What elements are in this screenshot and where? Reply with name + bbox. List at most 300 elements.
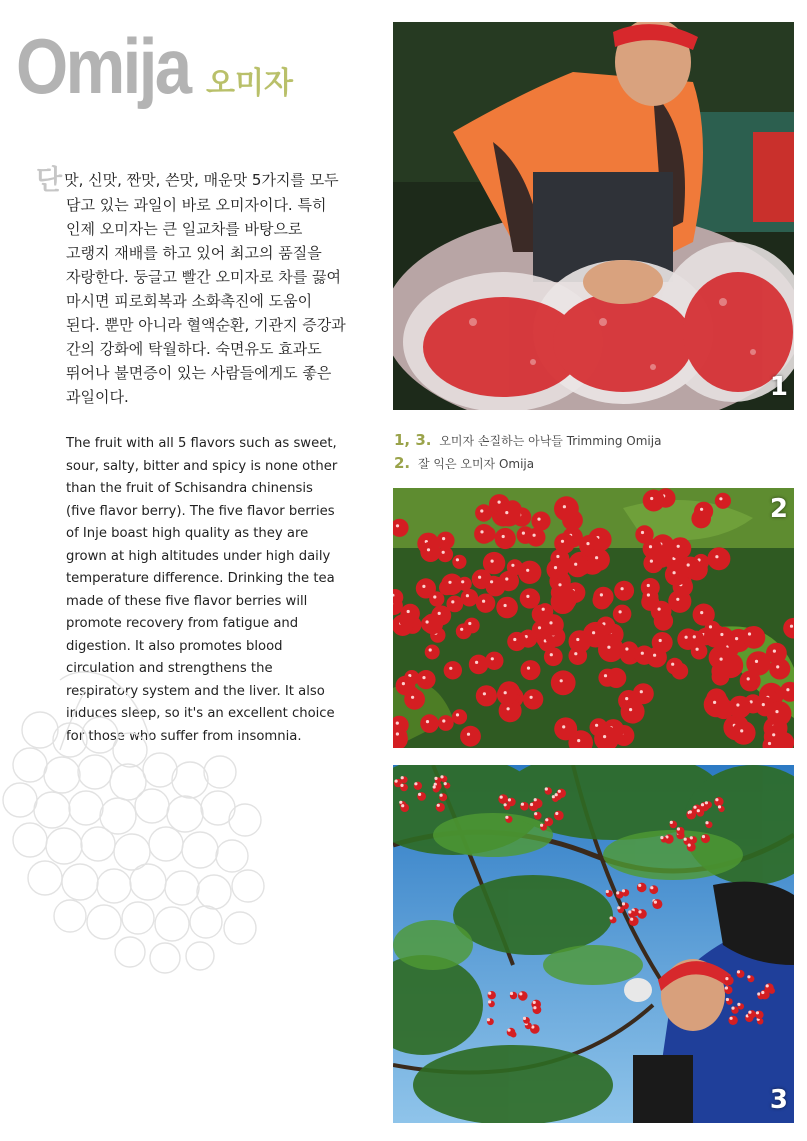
korean-paragraph <box>36 165 361 409</box>
berry <box>554 533 575 554</box>
berry-highlight <box>647 584 650 587</box>
photo-trimming-omija <box>393 22 794 410</box>
berry-highlight <box>480 530 483 533</box>
berry <box>396 676 416 696</box>
berry-highlight <box>660 836 663 839</box>
berry <box>767 701 792 726</box>
berry-highlight <box>437 804 440 807</box>
berry-highlight <box>500 796 503 799</box>
berry <box>520 588 540 608</box>
berry-highlight <box>621 587 624 590</box>
berry-highlight <box>502 535 505 538</box>
berry-highlight <box>670 821 673 824</box>
berry <box>498 794 508 804</box>
korean-line: 된다. 뿐만 아니라 혈액순환, 기관지 증강과 <box>66 316 346 334</box>
berry-highlight <box>555 812 558 815</box>
berry-highlight <box>433 785 436 788</box>
berry <box>486 576 502 592</box>
berry-highlight <box>426 620 429 623</box>
berry <box>518 991 528 1001</box>
berry-highlight <box>530 696 533 699</box>
berry-highlight <box>702 835 705 838</box>
berry-highlight <box>755 660 758 663</box>
berry-highlight <box>619 610 622 613</box>
berry-highlight <box>762 703 765 706</box>
caption-text: 잘 익은 오미자 Omija <box>417 457 535 471</box>
berry <box>614 581 634 601</box>
berry-highlight <box>671 663 674 666</box>
berry-highlight <box>628 910 631 913</box>
berry-highlight <box>622 902 625 905</box>
berry-highlight <box>720 633 723 636</box>
english-line: grown at high altitudes under high daily <box>66 548 331 564</box>
berry <box>666 658 683 675</box>
berry-highlight <box>434 777 437 780</box>
berry-highlight <box>438 612 441 615</box>
berry-highlight <box>401 804 404 807</box>
berry <box>460 726 481 747</box>
berry <box>425 645 440 660</box>
berry-highlight <box>700 611 703 614</box>
berry <box>642 589 658 605</box>
berry <box>694 502 713 521</box>
berry <box>401 604 420 623</box>
berry <box>497 684 518 705</box>
berry-highlight <box>563 505 566 508</box>
berry-highlight <box>677 827 680 830</box>
berry-highlight <box>595 556 598 559</box>
berry-highlight <box>508 798 511 801</box>
berry-highlight <box>616 891 619 894</box>
berry-highlight <box>629 708 632 711</box>
english-line: circulation and strengthens the <box>66 661 273 676</box>
berry-highlight <box>396 732 399 735</box>
berry-highlight <box>505 577 508 580</box>
berry-highlight <box>606 890 609 893</box>
berry-highlight <box>483 692 486 695</box>
berry-highlight <box>556 555 559 558</box>
berry-cluster-illustration <box>0 660 300 990</box>
berry-highlight <box>737 970 740 973</box>
caption-number: 1, 3. <box>394 431 432 449</box>
berry <box>701 834 710 843</box>
berry <box>507 559 523 575</box>
berry-highlight <box>395 780 398 783</box>
berry <box>680 557 701 578</box>
berry-highlight <box>542 608 545 611</box>
berry-highlight <box>522 532 525 535</box>
berry-highlight <box>407 610 410 613</box>
berry-highlight <box>442 537 445 540</box>
berry <box>707 547 730 570</box>
berry-highlight <box>730 1017 733 1020</box>
berry-highlight <box>709 625 712 628</box>
berry-highlight <box>650 560 653 563</box>
berry <box>637 883 647 893</box>
berry <box>456 623 472 639</box>
english-line: promote recovery from fatigue and <box>66 616 299 631</box>
berry-highlight <box>786 688 789 691</box>
berry <box>704 692 730 718</box>
korean-line: 담고 있는 과일이 바로 오미자이다. 특히 <box>66 196 327 214</box>
berry-highlight <box>617 906 620 909</box>
berry-highlight <box>519 992 522 995</box>
berry-highlight <box>456 713 459 716</box>
berry-highlight <box>725 977 728 980</box>
berry-highlight <box>772 733 775 736</box>
berry-highlight <box>641 652 644 655</box>
berry <box>728 1016 737 1025</box>
berry <box>474 524 494 544</box>
berry <box>729 696 752 719</box>
berry-highlight <box>451 600 454 603</box>
korean-line: 자랑한다. 둥글고 빨간 오미자로 차를 끓여 <box>66 268 341 286</box>
berry <box>421 616 437 632</box>
berry-highlight <box>687 563 690 566</box>
english-line: of Inje boast high quality as they are <box>66 526 309 541</box>
berry-highlight <box>491 657 494 660</box>
berry-highlight <box>737 1003 740 1006</box>
berry-highlight <box>526 569 529 572</box>
caption-number: 2. <box>394 454 411 472</box>
berry <box>496 597 518 619</box>
berry-highlight <box>638 884 641 887</box>
english-line: digestion. It also promotes blood <box>66 638 283 654</box>
berry-highlight <box>504 604 507 607</box>
english-line: than the fruit of Schisandra chinensis <box>66 481 313 496</box>
berry-highlight <box>507 1029 510 1032</box>
berry-highlight <box>701 803 704 806</box>
berry-highlight <box>480 509 483 512</box>
berry-highlight <box>735 637 738 640</box>
berry-highlight <box>401 776 404 779</box>
berry-highlight <box>715 798 718 801</box>
berry-highlight <box>533 1001 536 1004</box>
berry-highlight <box>677 545 680 548</box>
berry <box>613 605 632 624</box>
berry-highlight <box>647 593 650 596</box>
berry-highlight <box>603 735 606 738</box>
berry <box>523 689 543 709</box>
berry-highlight <box>700 508 703 511</box>
berry-highlight <box>456 558 459 561</box>
berry <box>714 627 733 646</box>
berry-highlight <box>574 652 577 655</box>
korean-line: 인제 오미자는 큰 일교차를 바탕으로 <box>66 220 303 238</box>
korean-line: 마시면 피로회복과 소화촉진에 도움이 <box>66 292 313 310</box>
berry <box>507 632 526 651</box>
berry-highlight <box>440 794 443 797</box>
berry-highlight <box>555 793 558 796</box>
berry-highlight <box>426 720 429 723</box>
berry-highlight <box>595 724 598 727</box>
berry-highlight <box>574 563 577 566</box>
dropcap: 단 <box>36 165 63 196</box>
page-title-korean: 오미자 <box>206 66 293 101</box>
berry-highlight <box>513 638 516 641</box>
berry-highlight <box>761 991 764 994</box>
berry-highlight <box>396 722 399 725</box>
berry <box>742 627 761 646</box>
berry-highlight <box>586 542 589 545</box>
berry <box>643 553 663 573</box>
berry-highlight <box>527 667 530 670</box>
berry <box>724 976 733 985</box>
berry-highlight <box>756 1011 759 1014</box>
berry-highlight <box>689 810 692 813</box>
berry <box>688 631 704 647</box>
berry <box>643 490 665 512</box>
berry <box>652 899 662 909</box>
berry-highlight <box>490 580 493 583</box>
berry-highlight <box>685 636 688 639</box>
berry-highlight <box>538 626 541 629</box>
berry-highlight <box>429 648 432 651</box>
berry <box>547 559 569 581</box>
berry-highlight <box>775 710 778 713</box>
berry-highlight <box>537 518 540 521</box>
berry-highlight <box>399 801 402 804</box>
berry-highlight <box>705 801 708 804</box>
korean-line: 간의 강화에 탁월하다. 숙면유도 효과도 <box>66 340 322 358</box>
berry <box>476 685 497 706</box>
berry-highlight <box>466 594 469 597</box>
english-line: made of these five flavor berries will <box>66 593 308 609</box>
berry-highlight <box>688 844 691 847</box>
berry <box>420 714 439 733</box>
berry-highlight <box>475 661 478 664</box>
berry-highlight <box>558 583 561 586</box>
berry-highlight <box>638 910 641 913</box>
photo-label-2: 2 <box>769 494 788 524</box>
english-line: induces sleep, so it's an excellent choice <box>66 706 335 721</box>
berry-highlight <box>533 1006 536 1009</box>
berry-highlight <box>402 682 405 685</box>
berry-highlight <box>766 984 769 987</box>
berry <box>531 512 550 531</box>
berry-highlight <box>650 886 653 889</box>
berry-highlight <box>757 992 760 995</box>
berry <box>740 670 761 691</box>
berry <box>553 577 572 596</box>
berry-highlight <box>731 1007 734 1010</box>
berry <box>416 670 435 689</box>
korean-line: 단맛, 신맛, 짠맛, 쓴맛, 매운맛 5가지를 모두 <box>36 165 339 196</box>
berry-highlight <box>418 793 421 796</box>
berry-highlight <box>658 608 661 611</box>
berry <box>521 660 541 680</box>
berry-highlight <box>622 889 625 892</box>
berry-highlight <box>718 805 721 808</box>
berry <box>544 647 563 666</box>
berry <box>567 555 589 577</box>
berry-highlight <box>659 639 662 642</box>
berry <box>732 721 756 745</box>
berry-highlight <box>505 816 508 819</box>
berry <box>633 683 654 704</box>
berry-highlight <box>558 790 561 793</box>
berry-highlight <box>577 739 580 742</box>
berry <box>714 797 723 806</box>
berry <box>637 909 647 919</box>
berry-highlight <box>748 632 751 635</box>
berry-highlight <box>625 647 628 650</box>
berry-highlight <box>467 733 470 736</box>
berry <box>693 604 715 626</box>
berry <box>590 718 608 736</box>
berry-highlight <box>510 992 513 995</box>
berry-highlight <box>790 625 793 628</box>
photo-picking-omija <box>393 765 794 1123</box>
page-title: Omija <box>16 22 190 110</box>
berry-highlight <box>422 676 425 679</box>
berry-highlight <box>747 677 750 680</box>
berry-highlight <box>498 501 501 504</box>
berry-highlight <box>715 555 718 558</box>
berry-highlight <box>684 838 687 841</box>
berry-highlight <box>449 667 452 670</box>
berry-highlight <box>693 635 696 638</box>
caption-row <box>394 452 794 475</box>
berry-highlight <box>607 646 610 649</box>
berry-highlight <box>747 975 750 978</box>
berry <box>495 528 516 549</box>
berry-highlight <box>610 916 613 919</box>
photo-label-3: 3 <box>769 1085 788 1115</box>
photo-ripe-omija <box>393 488 794 748</box>
berry <box>712 650 734 672</box>
berry-highlight <box>433 595 436 598</box>
berry <box>593 587 613 607</box>
berry-highlight <box>604 674 607 677</box>
berry <box>765 983 774 992</box>
caption-row <box>394 429 794 452</box>
berry <box>687 843 696 852</box>
berry-highlight <box>549 621 552 624</box>
berry-highlight <box>427 548 430 551</box>
berry <box>452 555 466 569</box>
english-line: The fruit with all 5 flavors such as sweet, <box>66 436 337 451</box>
berry-highlight <box>448 581 451 584</box>
berry <box>587 548 610 571</box>
berry-highlight <box>468 622 471 625</box>
korean-line: 고랭지 재배를 하고 있어 최고의 품질을 <box>66 244 322 262</box>
berry <box>554 496 579 521</box>
berry-highlight <box>487 1018 490 1021</box>
berry <box>551 670 576 695</box>
berry-highlight <box>720 658 723 661</box>
berry-highlight <box>442 719 445 722</box>
berry <box>458 577 472 591</box>
caption-text: 오미자 손질하는 아낙들 Trimming Omija <box>439 434 662 448</box>
berry <box>598 669 616 687</box>
berry-highlight <box>705 821 708 824</box>
english-line: temperature difference. Drinking the tea <box>66 571 335 586</box>
berry-highlight <box>576 638 579 641</box>
berry <box>461 589 479 607</box>
berry-highlight <box>776 665 779 668</box>
berry-highlight <box>719 497 722 500</box>
berry-highlight <box>561 540 564 543</box>
berry-highlight <box>740 729 743 732</box>
berry <box>452 709 467 724</box>
berry-highlight <box>673 571 676 574</box>
berry-highlight <box>440 775 443 778</box>
berry-highlight <box>676 598 679 601</box>
berry <box>569 646 588 665</box>
berry-highlight <box>768 742 771 745</box>
berry-highlight <box>640 690 643 693</box>
berry-highlight <box>736 703 739 706</box>
berry <box>485 652 503 670</box>
berry <box>429 591 444 606</box>
berry-highlight <box>491 560 494 563</box>
berry-highlight <box>650 497 653 500</box>
berry <box>444 661 462 679</box>
berry <box>554 811 564 821</box>
berry <box>715 493 731 509</box>
english-line: respiratory system and the liver. It also <box>66 683 325 699</box>
berry-highlight <box>697 809 700 812</box>
english-line: (five flavor berry). The five flavor berries <box>66 503 335 519</box>
berry <box>476 594 495 613</box>
berry-highlight <box>422 585 425 588</box>
english-line: sour, salty, bitter and spicy is none other <box>66 458 338 474</box>
berry-highlight <box>533 534 536 537</box>
berry-highlight <box>488 992 491 995</box>
berry-highlight <box>482 600 485 603</box>
berry-highlight <box>530 803 533 806</box>
korean-line: 뛰어나 불면증이 있는 사람들에게도 좋은 <box>66 364 332 382</box>
english-line: for those who suffer from insomnia. <box>66 728 302 744</box>
berry-highlight <box>507 707 510 710</box>
berry-highlight <box>726 998 729 1001</box>
berry <box>420 542 440 562</box>
berry-highlight <box>600 593 603 596</box>
berry-highlight <box>773 650 776 653</box>
berry <box>652 632 673 653</box>
berry <box>583 622 609 648</box>
berry-highlight <box>649 545 652 548</box>
berry-highlight <box>478 576 481 579</box>
berry-highlight <box>653 654 656 657</box>
berry-highlight <box>654 901 657 904</box>
photo-label-1: 1 <box>769 372 788 402</box>
berry-highlight <box>523 1017 526 1020</box>
berry-highlight <box>592 631 595 634</box>
berry-highlight <box>461 580 464 583</box>
berry <box>438 715 454 731</box>
berry-highlight <box>545 818 548 821</box>
berry-highlight <box>511 564 514 567</box>
berry-highlight <box>411 696 414 699</box>
berry-highlight <box>526 595 529 598</box>
berry-highlight <box>693 806 696 809</box>
berry-highlight <box>504 691 507 694</box>
berry-highlight <box>641 531 644 534</box>
berry <box>493 496 509 512</box>
berry <box>527 528 546 547</box>
berry-highlight <box>713 701 716 704</box>
berry-highlight <box>725 986 728 989</box>
berry-highlight <box>400 784 403 787</box>
korean-line: 과일이다. <box>66 388 129 406</box>
berry-highlight <box>488 1000 491 1003</box>
berry <box>436 803 445 812</box>
berry-highlight <box>545 787 548 790</box>
berry-highlight <box>696 648 699 651</box>
berry-highlight <box>748 1011 751 1014</box>
